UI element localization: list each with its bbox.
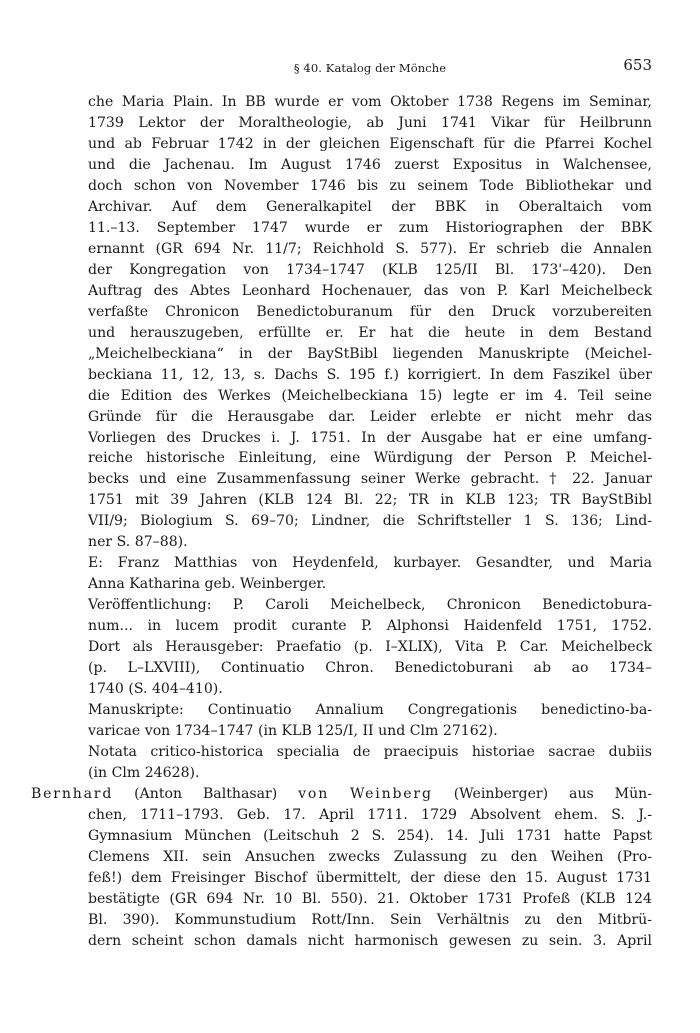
entry-name-birth: (Anton Balthasar) <box>134 785 278 802</box>
text-line: 1739 Lektor der Moraltheologie, ab Juni 1741 Vikar für Heilbrunn <box>88 114 652 131</box>
text-line: VII/9; Biologium S. 69–70; Lindner, die Schriftsteller 1 S. 136; Lind- <box>88 513 652 530</box>
text-line: „Meichelbeckiana“ in der BayStBibl liegenden Manuskripte (Meichel- <box>88 345 652 362</box>
text-line: Gymnasium München (Leitschuh 2 S. 254). 14. Juli 1731 hatte Papst <box>88 827 652 844</box>
text-line: und die Jachenau. Im August 1746 zuerst Expositus in Walchensee, <box>88 156 652 173</box>
text-line: die Edition des Werkes (Meichelbeckiana 15) legte er im 4. Teil seine <box>88 387 652 404</box>
text-line: Bl. 390). Kommunstudium Rott/Inn. Sein Verhältnis zu den Mitbrü- <box>88 911 652 928</box>
text-line: Vorliegen des Druckes i. J. 1751. In der Ausgabe hat er eine umfang- <box>88 429 652 446</box>
text-line: der Kongregation von 1734–1747 (KLB 125/II Bl. 173'–420). Den <box>88 261 652 278</box>
text-line: (in Clm 24628). <box>88 765 200 781</box>
text-line: Dort als Herausgeber: Praefatio (p. I–XLIX), Vita P. Car. Meichelbeck <box>88 639 652 656</box>
text-line: Clemens XII. sein Ansuchen zwecks Zulassung zu den Weihen (Pro- <box>88 848 652 865</box>
text-line: beckiana 11, 12, 13, s. Dachs S. 195 f.) korrigiert. In dem Faszikel über <box>88 366 652 383</box>
page-number: 653 <box>623 56 652 74</box>
text-line: Auftrag des Abtes Leonhard Hochenauer, das von P. Karl Meichelbeck <box>88 282 652 299</box>
text-line: feß!) dem Freisinger Bischof übermittelt, der diese den 15. August 1731 <box>88 869 652 886</box>
text-line: num... in lucem prodit curante P. Alphonsi Haidenfeld 1751, 1752. <box>88 618 652 635</box>
text-line: ernannt (GR 694 Nr. 11/7; Reichhold S. 577). Er schrieb die Annalen <box>88 240 652 257</box>
text-line: chen, 1711–1793. Geb. 17. April 1711. 1729 Absolvent ehem. S. J.- <box>88 806 652 823</box>
text-line: doch schon von November 1746 bis zu seinem Tode Bibliothekar und <box>88 177 652 194</box>
section-title: § 40. Katalog der Mönche <box>293 61 447 75</box>
text-line: bestätigte (GR 694 Nr. 10 Bl. 550). 21. Oktober 1731 Profeß (KLB 124 <box>88 890 652 907</box>
text-line: Manuskripte: Continuatio Annalium Congregationis benedictino-ba- <box>88 702 652 719</box>
text-line: und herauszugeben, erfüllte er. Er hat die heute in dem Bestand <box>88 324 652 341</box>
text-line: (p. L–LXVIII), Continuatio Chron. Benedictoburani ab ao 1734– <box>88 660 652 677</box>
entry-heading-rest: (Weinberger) aus Mün- <box>453 785 653 802</box>
text-line: Notata critico-historica specialia de praecipuis historiae sacrae dubiis <box>88 744 652 761</box>
text-line: 11.–13. September 1747 wurde er zum Historiographen der BBK <box>88 219 652 236</box>
text-line: varicae von 1734–1747 (in KLB 125/I, II und Clm 27162). <box>88 723 498 740</box>
text-line: und ab Februar 1742 in der gleichen Eigenschaft für die Pfarrei Kochel <box>88 135 652 152</box>
text-line: Anna Katharina geb. Weinberger. <box>88 576 327 593</box>
entry-place: Weinberg <box>349 785 433 802</box>
running-head <box>88 56 652 78</box>
text-line: dern scheint schon damals nicht harmonisch gewesen zu sein. 3. April <box>88 932 652 949</box>
text-line: che Maria Plain. In BB wurde er vom Oktober 1738 Regens im Seminar, <box>88 94 652 110</box>
text-line: Archivar. Auf dem Generalkapitel der BBK in Oberaltaich vom <box>88 198 652 215</box>
entry-name: Bernhard <box>31 785 114 802</box>
text-line: becks und eine Zusammenfassung seiner Werke gebracht. † 22. Januar <box>88 471 652 488</box>
text-line: E: Franz Matthias von Heydenfeld, kurbayer. Gesandter, und Maria <box>88 555 652 572</box>
text-line: 1751 mit 39 Jahren (KLB 124 Bl. 22; TR in KLB 123; TR BayStBibl <box>88 492 652 509</box>
text-line: ner S. 87–88). <box>88 534 188 551</box>
body-text <box>31 92 653 952</box>
text-line: Gründe für die Herausgabe dar. Leider erlebte er nicht mehr das <box>88 408 652 425</box>
text-line: verfaßte Chronicon Benedictoburanum für den Druck vorzubereiten <box>88 303 652 320</box>
text-line: 1740 (S. 404–410). <box>88 681 223 698</box>
text-line: reiche historische Einleitung, eine Würdigung der Person P. Meichel- <box>88 450 652 467</box>
text-line: Veröffentlichung: P. Caroli Meichelbeck, Chronicon Benedictobura- <box>88 597 652 614</box>
entry-von: von <box>298 785 330 802</box>
entry-heading-line <box>31 784 652 805</box>
